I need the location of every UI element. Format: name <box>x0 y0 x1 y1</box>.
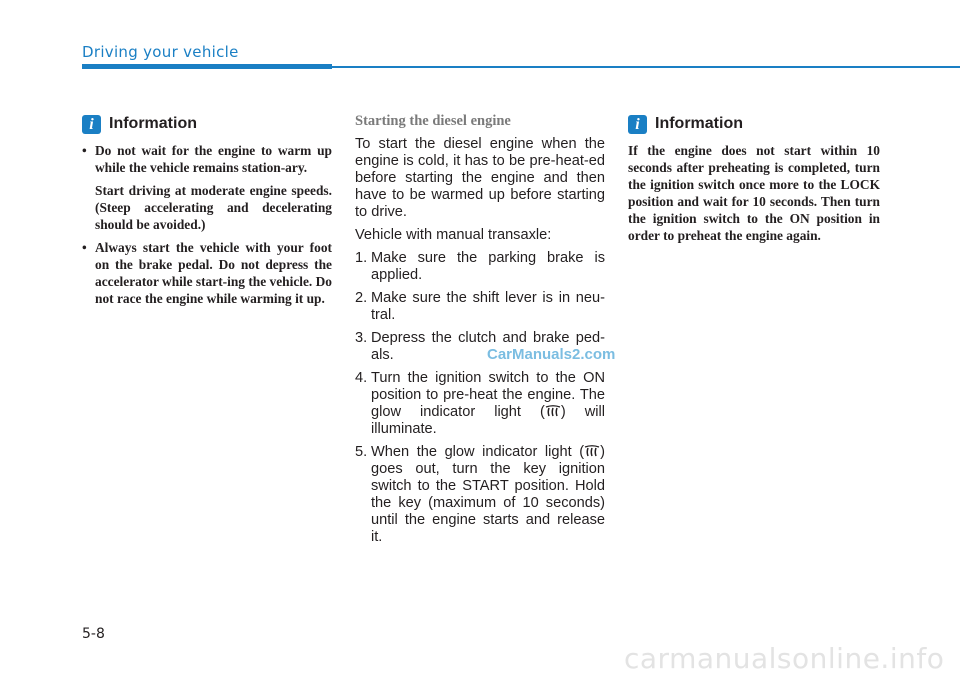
step-4 <box>355 370 605 438</box>
info-title: Information <box>109 115 197 132</box>
step-text: Depress the clutch and brake ped-als. <box>371 330 605 363</box>
glow-indicator-icon <box>545 405 561 417</box>
step-text: Make sure the shift lever is in neu-tral. <box>371 290 605 323</box>
left-column <box>82 112 332 313</box>
header-rule-thick <box>82 64 332 69</box>
step-number: 5. <box>355 444 368 460</box>
info-heading <box>82 112 332 136</box>
intro-paragraph: To start the diesel engine when the engine is cold, it has to be pre-heat-ed before starting the engine and then have to be warmed up before starting to drive. <box>355 136 605 220</box>
step-text-post: ) goes out, turn the key ignition switch to the START position. Hold the key (maximum of 10 seconds) until the engine starts and release it. <box>371 444 605 545</box>
header-rule-thin <box>332 66 960 68</box>
section-header-title: Driving your vehicle <box>82 43 239 61</box>
info-bullet-1: • Do not wait for the engine to warm up while the vehicle remains station-ary. <box>82 142 332 176</box>
step-text-pre: When the glow indicator light ( <box>371 444 585 460</box>
info-paragraph: If the engine does not start within 10 seconds after preheating is completed, turn the ignition switch once more to the LOCK position and wait for 10 seconds. Then turn the ignition switch to the ON position in order to preheat the engine again. <box>628 143 880 243</box>
info-title: Information <box>655 115 743 132</box>
middle-column <box>355 112 605 552</box>
step-number: 2. <box>355 290 368 306</box>
step-text: Make sure the parking brake is applied. <box>371 250 605 283</box>
watermark-mid: CarManuals2.com <box>487 346 616 363</box>
subhead: Vehicle with manual transaxle: <box>355 227 552 243</box>
step-text-post: ) will illuminate. <box>371 404 605 437</box>
step-number: 1. <box>355 250 368 266</box>
info-icon: i <box>628 115 647 134</box>
step-number: 4. <box>355 370 368 386</box>
info-bullet-2: • Always start the vehicle with your foot on the brake pedal. Do not depress the accelerator while start-ing the vehicle. Do not race the engine while warming it up. <box>82 239 332 307</box>
info-heading <box>628 112 880 136</box>
step-5 <box>355 444 605 546</box>
section-title: Starting the diesel engine <box>355 113 511 129</box>
watermark-bottom: carmanualsonline.info <box>624 642 945 675</box>
step-number: 3. <box>355 330 368 346</box>
info-bullet-1-sub: Start driving at moderate engine speeds. (Steep accelerating and decelerating should be avoided.) <box>95 183 332 232</box>
page-number: 5-8 <box>82 626 105 642</box>
right-column <box>628 112 880 244</box>
info-icon: i <box>82 115 101 134</box>
glow-indicator-icon <box>584 445 600 457</box>
step-1 <box>355 250 605 284</box>
step-2 <box>355 290 605 324</box>
step-text-pre: Turn the ignition switch to the ON position to pre-heat the engine. The glow indicator light ( <box>371 370 605 420</box>
